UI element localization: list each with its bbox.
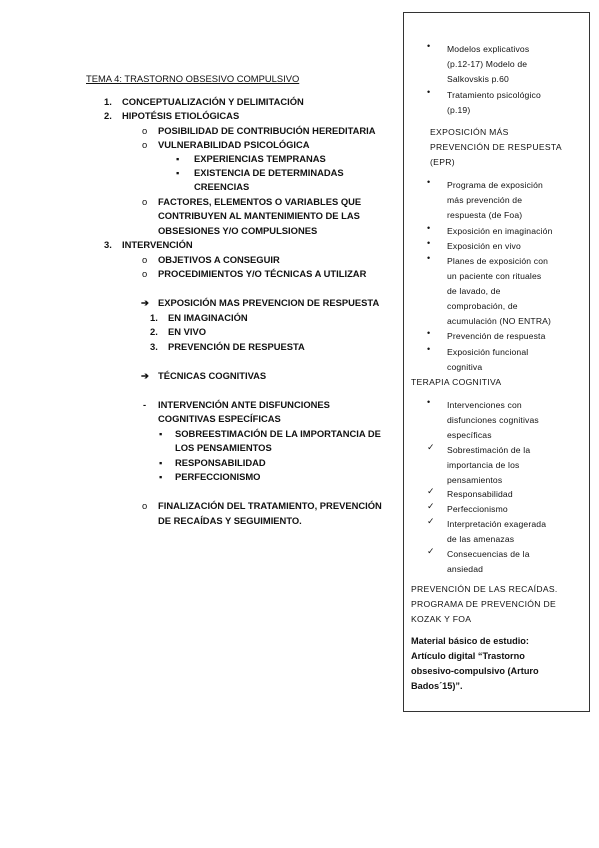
dot-bullet-icon: • xyxy=(427,41,431,51)
list-number: 2. xyxy=(104,110,112,121)
square-bullet-icon: ▪ xyxy=(159,471,163,482)
list-number: 2. xyxy=(150,326,158,337)
heading-epr-cont: (EPR) xyxy=(430,157,455,167)
note-consecuencias-cont: ansiedad xyxy=(447,564,484,574)
dot-bullet-icon: • xyxy=(427,177,431,187)
circle-bullet-icon: o xyxy=(142,125,148,136)
note-tratamiento-cont: (p.19) xyxy=(447,105,471,115)
arrow-right-icon: ➔ xyxy=(141,297,149,308)
square-bullet-icon: ▪ xyxy=(176,153,180,164)
note-intervenciones: Intervenciones con xyxy=(447,400,522,410)
list-number: 1. xyxy=(104,96,112,107)
heading-recaidas: PREVENCIÓN DE LAS RECAÍDAS. xyxy=(411,584,558,594)
list-number: 1. xyxy=(150,312,158,323)
note-funcional: Exposición funcional xyxy=(447,347,529,357)
item-vivo: EN VIVO xyxy=(168,326,207,337)
heading-epr-cont: PREVENCIÓN DE RESPUESTA xyxy=(430,142,562,152)
heading-terapia: TERAPIA COGNITIVA xyxy=(411,377,502,387)
circle-bullet-icon: o xyxy=(142,196,148,207)
note-modelos: Modelos explicativos xyxy=(447,44,530,54)
heading-recaidas-cont: KOZAK Y FOA xyxy=(411,614,472,624)
list-number: 3. xyxy=(150,341,158,352)
check-icon: ✓ xyxy=(427,501,435,511)
section-conceptualizacion: CONCEPTUALIZACIÓN Y DELIMITACIÓN xyxy=(122,96,304,107)
heading-recaidas-cont: PROGRAMA DE PREVENCIÓN DE xyxy=(411,599,557,609)
note-perfeccionismo: Perfeccionismo xyxy=(447,504,508,514)
note-consecuencias: Consecuencias de la xyxy=(447,549,530,559)
item-tecnicas-cognitivas: TÉCNICAS COGNITIVAS xyxy=(158,370,267,381)
note-imaginacion: Exposición en imaginación xyxy=(447,226,553,236)
note-prevencion: Prevención de respuesta xyxy=(447,331,546,341)
item-vulnerabilidad: VULNERABILIDAD PSICOLÓGICA xyxy=(158,139,310,150)
note-intervenciones-cont: disfunciones cognitivas xyxy=(447,415,539,425)
circle-bullet-icon: o xyxy=(142,500,148,511)
dot-bullet-icon: • xyxy=(427,223,431,233)
list-number: 3. xyxy=(104,239,112,250)
item-disfunciones: INTERVENCIÓN ANTE DISFUNCIONES xyxy=(158,399,330,410)
note-programa-cont: más prevención de xyxy=(447,195,523,205)
dash-bullet-icon: - xyxy=(143,399,147,410)
note-vivo: Exposición en vivo xyxy=(447,241,521,251)
note-planes: Planes de exposición con xyxy=(447,256,549,266)
dot-bullet-icon: • xyxy=(427,344,431,354)
note-sobrestimacion: Sobrestimación de la xyxy=(447,445,531,455)
item-creencias: EXISTENCIA DE DETERMINADAS xyxy=(194,167,344,178)
item-factores-cont: CONTRIBUYEN AL MANTENIMIENTO DE LAS xyxy=(158,210,360,221)
check-icon: ✓ xyxy=(427,516,435,526)
material-basico-cont: Artículo digital “Trastorno xyxy=(411,651,525,661)
note-funcional-cont: cognitiva xyxy=(447,362,483,372)
item-procedimientos: PROCEDIMIENTOS Y/O TÉCNICAS A UTILIZAR xyxy=(158,268,367,279)
item-perfeccionismo: PERFECCIONISMO xyxy=(175,471,261,482)
note-responsabilidad: Responsabilidad xyxy=(447,489,513,499)
dot-bullet-icon: • xyxy=(427,87,431,97)
item-prevencion: PREVENCIÓN DE RESPUESTA xyxy=(168,341,305,352)
square-bullet-icon: ▪ xyxy=(176,167,180,178)
material-basico-cont: Bados´15)”. xyxy=(411,681,463,691)
note-interpretacion-cont: de las amenazas xyxy=(447,534,515,544)
note-modelos-cont: Salkovskis p.60 xyxy=(447,74,509,84)
check-icon: ✓ xyxy=(427,442,435,452)
material-basico: Material básico de estudio: xyxy=(411,636,529,646)
note-programa-cont: respuesta (de Foa) xyxy=(447,210,523,220)
item-sobreestimacion: SOBREESTIMACIÓN DE LA IMPORTANCIA DE xyxy=(175,428,381,439)
note-interpretacion: Interpretación exagerada xyxy=(447,519,547,529)
item-factores: FACTORES, ELEMENTOS O VARIABLES QUE xyxy=(158,196,362,207)
item-hereditaria: POSIBILIDAD DE CONTRIBUCIÓN HEREDITARIA xyxy=(158,125,376,136)
item-sobreestimacion-cont: LOS PENSAMIENTOS xyxy=(175,442,272,453)
note-planes-cont: acumulación (NO ENTRA) xyxy=(447,316,552,326)
document-title: TEMA 4: TRASTORNO OBSESIVO COMPULSIVO xyxy=(86,73,300,84)
arrow-right-icon: ➔ xyxy=(141,370,149,381)
note-tratamiento: Tratamiento psicológico xyxy=(447,90,541,100)
dot-bullet-icon: • xyxy=(427,397,431,407)
circle-bullet-icon: o xyxy=(142,139,148,150)
check-icon: ✓ xyxy=(427,546,435,556)
dot-bullet-icon: • xyxy=(427,238,431,248)
circle-bullet-icon: o xyxy=(142,254,148,265)
item-experiencias: EXPERIENCIAS TEMPRANAS xyxy=(194,153,326,164)
note-planes-cont: de lavado, de xyxy=(447,286,501,296)
item-disfunciones-cont: COGNITIVAS ESPECÍFICAS xyxy=(158,413,281,424)
item-finalizacion-cont: DE RECAÍDAS Y SEGUIMIENTO. xyxy=(158,515,302,526)
item-responsabilidad: RESPONSABILIDAD xyxy=(175,457,266,468)
circle-bullet-icon: o xyxy=(142,268,148,279)
dot-bullet-icon: • xyxy=(427,328,431,338)
heading-epr: EXPOSICIÓN MÁS xyxy=(430,127,509,137)
dot-bullet-icon: • xyxy=(427,253,431,263)
item-objetivos: OBJETIVOS A CONSEGUIR xyxy=(158,254,280,265)
note-planes-cont: un paciente con rituales xyxy=(447,271,542,281)
check-icon: ✓ xyxy=(427,486,435,496)
note-planes-cont: comprobación, de xyxy=(447,301,518,311)
square-bullet-icon: ▪ xyxy=(159,428,163,439)
note-sobrestimacion-cont: pensamientos xyxy=(447,475,503,485)
section-hipotesis: HIPOTÉSIS ETIOLÓGICAS xyxy=(122,110,240,121)
note-sobrestimacion-cont: importancia de los xyxy=(447,460,520,470)
item-imaginacion: EN IMAGINACIÓN xyxy=(168,312,248,323)
note-modelos-cont: (p.12-17) Modelo de xyxy=(447,59,528,69)
item-factores-cont: OBSESIONES Y/O COMPULSIONES xyxy=(158,225,318,236)
item-epr: EXPOSICIÓN MAS PREVENCION DE RESPUESTA xyxy=(158,297,380,308)
square-bullet-icon: ▪ xyxy=(159,457,163,468)
note-intervenciones-cont: específicas xyxy=(447,430,492,440)
item-creencias-cont: CREENCIAS xyxy=(194,181,250,192)
item-finalizacion: FINALIZACIÓN DEL TRATAMIENTO, PREVENCIÓN xyxy=(158,500,382,511)
section-intervencion: INTERVENCIÓN xyxy=(122,239,193,250)
material-basico-cont: obsesivo-compulsivo (Arturo xyxy=(411,666,539,676)
note-programa: Programa de exposición xyxy=(447,180,543,190)
side-notes-box xyxy=(403,12,590,712)
